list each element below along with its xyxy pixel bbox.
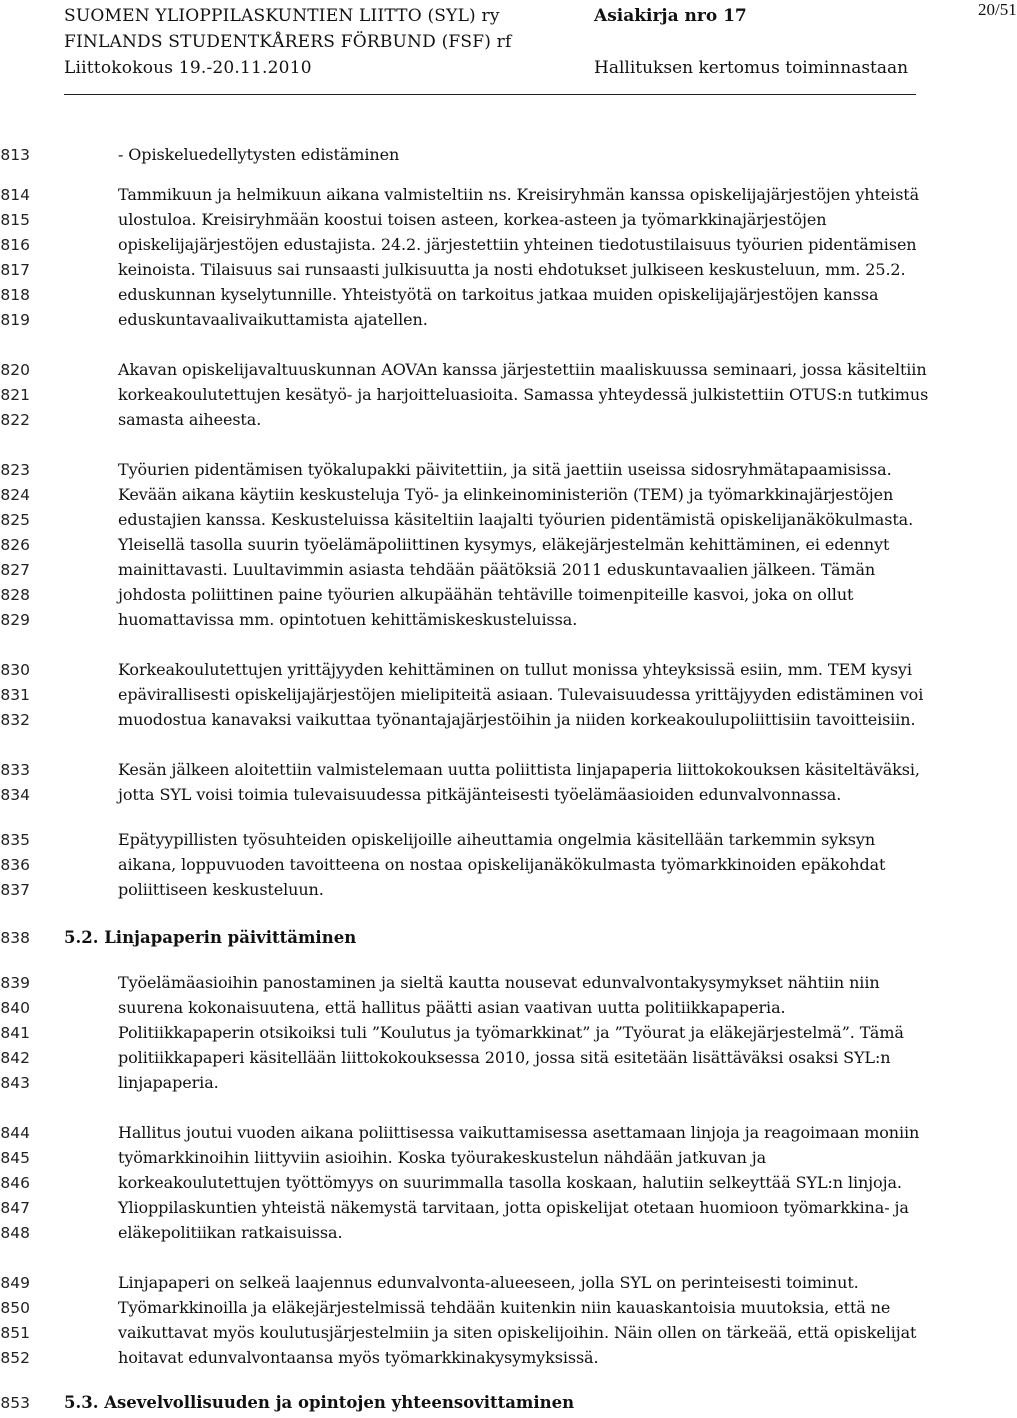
text-line: poliittiseen keskusteluun. [118,880,324,899]
text-line: Linjapaperi on selkeä laajennus edunvalvonta-alueeseen, jolla SYL on perinteisesti toiminut. [118,1273,859,1292]
header-org-fi: SUOMEN YLIOPPILASKUNTIEN LIITTO (SYL) ry [64,6,500,26]
line-number: 843 [0,1074,30,1092]
text-line: Korkeakoulutettujen yrittäjyyden kehittäminen on tullut monissa yhteyksissä esiin, mm. TEM kysyi [118,660,912,679]
line-number: 815 [0,211,30,229]
text-line: keinoista. Tilaisuus sai runsaasti julkisuutta ja nosti ehdotukset julkiseen keskusteluun, mm. 25.2. [118,260,906,279]
text-line: hoitavat edunvalvontaansa myös työmarkkinakysymyksissä. [118,1348,599,1367]
line-number: 813 [0,146,30,164]
text-line: suurena kokonaisuutena, että hallitus päätti asian vaativan uutta politiikkapaperia. [118,998,786,1017]
line-number: 853 [0,1394,30,1412]
text-line: jotta SYL voisi toimia tulevaisuudessa pitkäjänteisesti työelämäasioiden edunvalvonnassa. [118,785,842,804]
line-number: 834 [0,786,30,804]
text-line: Tammikuun ja helmikuun aikana valmisteltiin ns. Kreisiryhmän kanssa opiskelijajärjestöjen yhteistä [118,185,920,204]
line-number: 838 [0,929,30,947]
line-number: 819 [0,311,30,329]
text-line: Työmarkkinoilla ja eläkejärjestelmissä tehdään kuitenkin niin kauaskantoisia muutoksia, että ne [118,1298,891,1317]
line-number: 826 [0,536,30,554]
text-line: mainittavasti. Luultavimmin asiasta tehdään päätöksiä 2011 eduskuntavaalien jälkeen. Tämän [118,560,876,579]
text-line: aikana, loppuvuoden tavoitteena on nostaa opiskelijanäkökulmasta työmarkkinoiden epäkohdat [118,855,886,874]
header-divider [64,94,916,95]
line-number: 827 [0,561,30,579]
text-line: työmarkkinoihin liittyviin asioihin. Koska työurakeskustelun nähdään jatkuvan ja [118,1148,767,1167]
line-number: 844 [0,1124,30,1142]
text-line: samasta aiheesta. [118,410,262,429]
text-line: epävirallisesti opiskelijajärjestöjen mielipiteitä asiaan. Tulevaisuudessa yrittäjyyden edistäminen voi [118,685,924,704]
text-line: eläkepolitiikan ratkaisuissa. [118,1223,343,1242]
line-number: 831 [0,686,30,704]
text-line: edustajien kanssa. Keskusteluissa käsiteltiin laajalti työurien pidentämistä opiskelijanäkökulmasta. [118,510,914,529]
section-heading: 5.3. Asevelvollisuuden ja opintojen yhteensovittaminen [64,1393,575,1412]
line-number: 850 [0,1299,30,1317]
line-number: 833 [0,761,30,779]
text-line: Kevään aikana käytiin keskusteluja Työ- ja elinkeinoministeriön (TEM) ja työmarkkinajärjestöjen [118,485,894,504]
text-line: Epätyypillisten työsuhteiden opiskelijoille aiheuttamia ongelmia käsitellään tarkemmin syksyn [118,830,876,849]
header-doc-number: Asiakirja nro 17 [594,6,747,26]
line-number: 818 [0,286,30,304]
text-line: Yleisellä tasolla suurin työelämäpoliittinen kysymys, eläkejärjestelmän kehittäminen, ei edennyt [118,535,890,554]
line-number: 821 [0,386,30,404]
text-line: - Opiskeluedellytysten edistäminen [118,145,400,164]
text-line: Hallitus joutui vuoden aikana poliittisessa vaikuttamisessa asettamaan linjoja ja reagoimaan moniin [118,1123,920,1142]
text-line: Työelämäasioihin panostaminen ja sieltä kautta nousevat edunvalvontakysymykset nähtiin niin [118,973,880,992]
text-line: opiskelijajärjestöjen edustajista. 24.2. järjestettiin yhteinen tiedotustilaisuus työurien pidentämisen [118,235,917,254]
text-line: ulostuloa. Kreisiryhmään koostui toisen asteen, korkea-asteen ja työmarkkinajärjestöjen [118,210,827,229]
line-number: 830 [0,661,30,679]
header-meeting: Liittokokous 19.-20.11.2010 [64,58,312,78]
text-line: huomattavissa mm. opintotuen kehittämiskeskusteluissa. [118,610,578,629]
text-line: korkeakoulutettujen työttömyys on suurimmalla tasolla koskaan, halutiin selkeyttää SYL:n linjoja. [118,1173,902,1192]
line-number: 822 [0,411,30,429]
line-number: 841 [0,1024,30,1042]
text-line: johdosta poliittinen paine työurien alkupäähän tehtäville toimenpiteille kasvoi, joka on ollut [118,585,854,604]
text-line: muodostua kanavaksi vaikuttaa työnantajajärjestöihin ja niiden korkeakoulupoliittisiin tavoitteisiin. [118,710,916,729]
section-heading: 5.2. Linjapaperin päivittäminen [64,928,357,947]
text-line: Työurien pidentämisen työkalupakki päivitettiin, ja sitä jaettiin useissa sidosryhmätapaamisissa. [118,460,892,479]
page-header [64,0,1017,94]
header-org-sv: FINLANDS STUDENTKÅRERS FÖRBUND (FSF) rf [64,32,512,52]
text-line: eduskuntavaalivaikuttamista ajatellen. [118,310,428,329]
text-line: korkeakoulutettujen kesätyö- ja harjoitteluasioita. Samassa yhteydessä julkistettiin OTUS:n tutkimus [118,385,929,404]
text-line: Kesän jälkeen aloitettiin valmistelemaan uutta poliittista linjapaperia liittokokouksen käsiteltäväksi, [118,760,920,779]
text-line: Akavan opiskelijavaltuuskunnan AOVAn kanssa järjestettiin maaliskuussa seminaari, jossa käsiteltiin [118,360,927,379]
line-number: 842 [0,1049,30,1067]
line-number: 832 [0,711,30,729]
text-line: vaikuttavat myös koulutusjärjestelmiin ja siten opiskelijoihin. Näin ollen on tärkeää, että opiskelijat [118,1323,917,1342]
header-section: Hallituksen kertomus toiminnastaan [594,58,909,78]
line-number: 814 [0,186,30,204]
text-line: Ylioppilaskuntien yhteistä näkemystä tarvitaan, jotta opiskelijat otetaan huomioon työmarkkina- ja [118,1198,909,1217]
line-number: 849 [0,1274,30,1292]
line-number: 816 [0,236,30,254]
line-number: 828 [0,586,30,604]
line-number: 823 [0,461,30,479]
line-number: 829 [0,611,30,629]
line-number: 836 [0,856,30,874]
text-line: Politiikkapaperin otsikoiksi tuli ”Koulutus ja työmarkkinat” ja ”Työurat ja eläkejärjestelmä”. Tämä [118,1023,904,1042]
line-number: 837 [0,881,30,899]
line-number: 852 [0,1349,30,1367]
text-line: linjapaperia. [118,1073,219,1092]
line-number: 817 [0,261,30,279]
text-line: politiikkapaperi käsitellään liittokokouksessa 2010, jossa sitä esitetään lisättäväksi osaksi SYL:n [118,1048,891,1067]
line-number: 848 [0,1224,30,1242]
line-number: 825 [0,511,30,529]
line-number: 839 [0,974,30,992]
line-number: 845 [0,1149,30,1167]
line-number: 835 [0,831,30,849]
line-number: 824 [0,486,30,504]
line-number: 846 [0,1174,30,1192]
page-number: 20/51 [978,0,1017,19]
line-number: 820 [0,361,30,379]
line-number: 840 [0,999,30,1017]
line-number: 851 [0,1324,30,1342]
text-line: eduskunnan kyselytunnille. Yhteistyötä on tarkoitus jatkaa muiden opiskelijajärjestöjen kanssa [118,285,879,304]
line-number: 847 [0,1199,30,1217]
